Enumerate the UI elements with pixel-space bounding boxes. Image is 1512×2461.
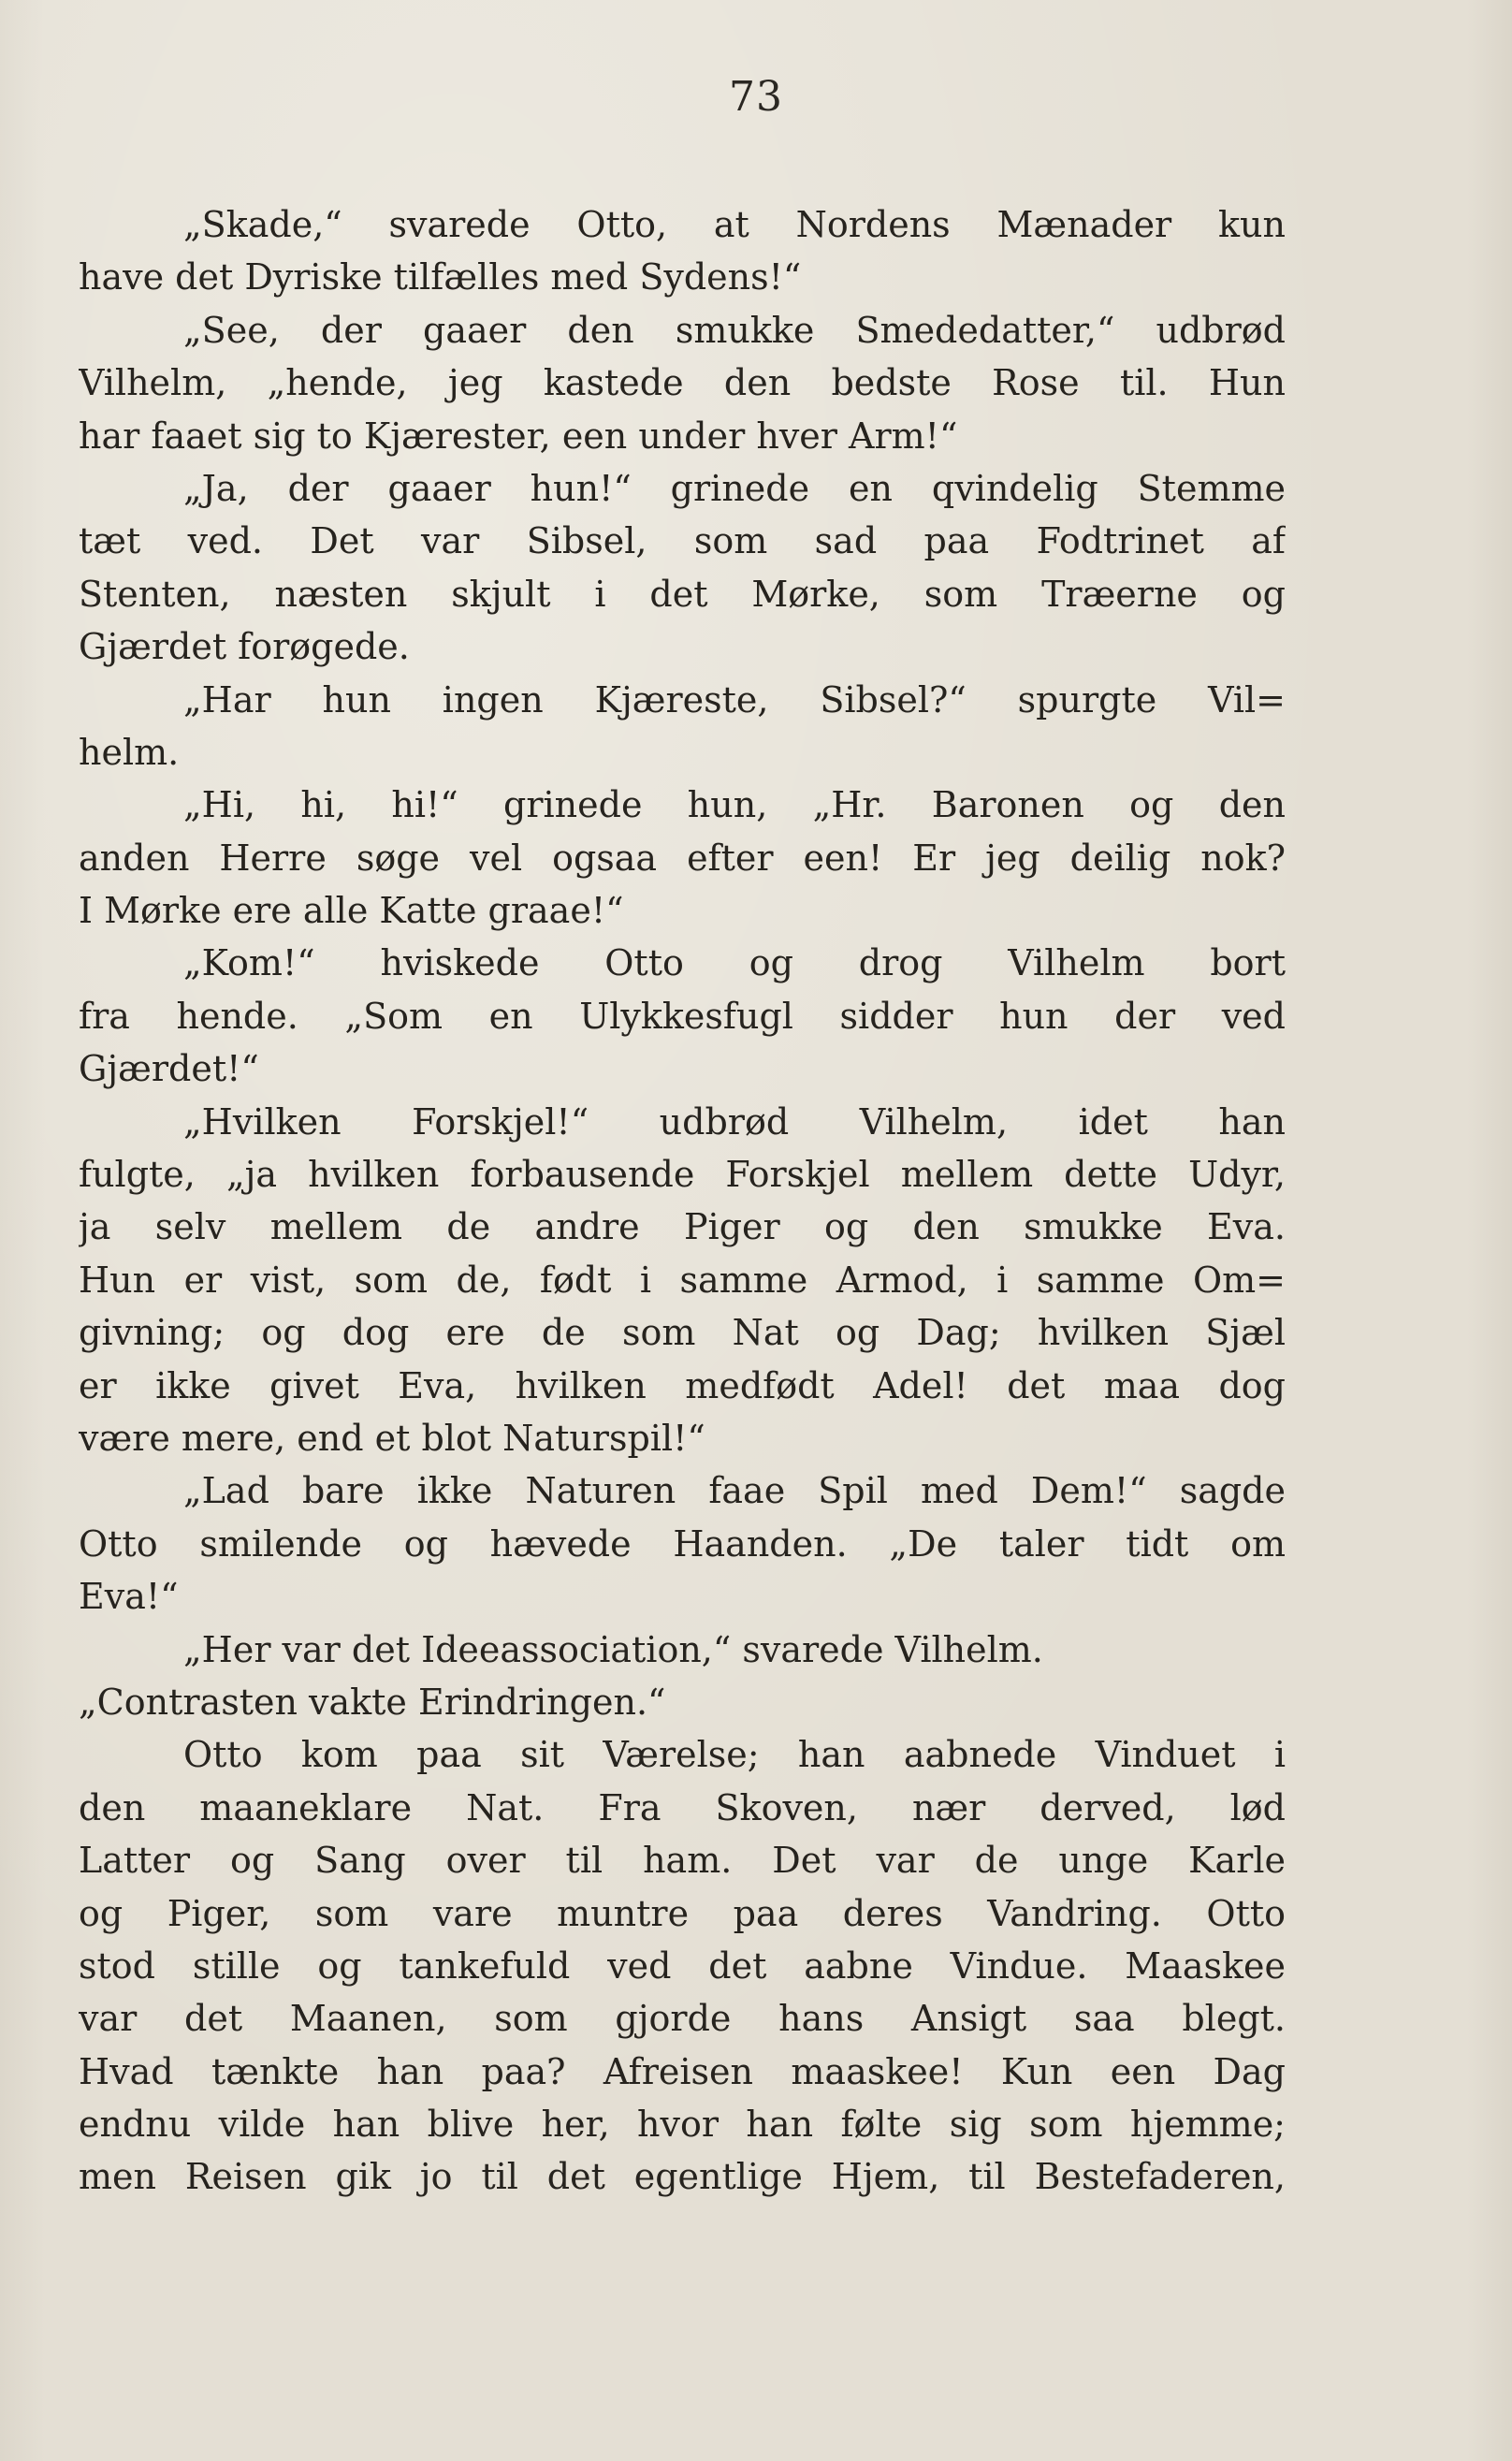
text-line: „See, der gaaer den smukke Smededatter,“ udbrød [183, 309, 1286, 351]
text-line: Eva!“ [79, 1576, 179, 1618]
text-line: har faaet sig to Kjærester, een under hver Arm!“ [79, 415, 958, 457]
text-line: er ikke givet Eva, hvilken medfødt Adel! det maa dog [79, 1364, 1286, 1406]
text-line: Gjærdet forøgede. [79, 626, 410, 668]
text-line: anden Herre søge vel ogsaa efter een! Er jeg deilig nok? [79, 837, 1286, 879]
text-line: „Hvilken Forskjel!“ udbrød Vilhelm, idet han [183, 1100, 1286, 1143]
text-line: fulgte, „ja hvilken forbausende Forskjel mellem dette Udyr, [79, 1154, 1286, 1196]
text-line: Latter og Sang over til ham. Det var de unge Karle [79, 1840, 1286, 1882]
text-line: og Piger, som vare muntre paa deres Vandring. Otto [79, 1892, 1286, 1934]
text-line: „Her var det Ideeassociation,“ svarede Vilhelm. [183, 1628, 1043, 1670]
text-line: „Contrasten vakte Erindringen.“ [79, 1681, 666, 1723]
text-line: Hun er vist, som de, født i samme Armod, i samme Om= [79, 1259, 1286, 1301]
text-line: I Mørke ere alle Katte graae!“ [79, 890, 624, 932]
text-line: endnu vilde han blive her, hvor han følte sig som hjemme; [79, 2104, 1286, 2146]
text-line: var det Maanen, som gjorde hans Ansigt saa blegt. [79, 1998, 1286, 2040]
text-line: „Lad bare ikke Naturen faae Spil med Dem!“ sagde [183, 1470, 1286, 1512]
text-line: være mere, end et blot Naturspil!“ [79, 1417, 705, 1459]
text-line: givning; og dog ere de som Nat og Dag; hvilken Sjæl [79, 1312, 1286, 1354]
text-line: „Skade,“ svarede Otto, at Nordens Mænader kun [183, 204, 1286, 245]
text-line: Gjærdet!“ [79, 1048, 259, 1090]
text-line: men Reisen gik jo til det egentlige Hjem, til Bestefaderen, [79, 2156, 1286, 2198]
body-text [79, 198, 1286, 2204]
text-line: Stenten, næsten skjult i det Mørke, som Træerne og [79, 573, 1286, 615]
text-line: tæt ved. Det var Sibsel, som sad paa Fodtrinet af [79, 520, 1286, 562]
text-line: Hvad tænkte han paa? Afreisen maaskee! Kun een Dag [79, 2050, 1286, 2092]
page-number: 73 [729, 73, 783, 121]
text-line: ja selv mellem de andre Piger og den smukke Eva. [79, 1206, 1286, 1248]
text-line: „Ja, der gaaer hun!“ grinede en qvindelig Stemme [183, 467, 1286, 509]
text-line: Vilhelm, „hende, jeg kastede den bedste Rose til. Hun [79, 362, 1286, 404]
text-line: den maaneklare Nat. Fra Skoven, nær derved, lød [79, 1786, 1286, 1828]
text-line: helm. [79, 731, 180, 773]
text-line: Otto smilende og hævede Haanden. „De taler tidt om [79, 1522, 1286, 1565]
text-line: „Hi, hi, hi!“ grinede hun, „Hr. Baronen og den [183, 784, 1286, 826]
text-line: „Kom!“ hviskede Otto og drog Vilhelm bort [183, 942, 1286, 984]
text-line: „Har hun ingen Kjæreste, Sibsel?“ spurgte Vil= [183, 678, 1286, 721]
text-line: have det Dyriske tilfælles med Sydens!“ [79, 256, 802, 299]
text-line: stod stille og tankefuld ved det aabne Vindue. Maaskee [79, 1944, 1286, 1987]
text-line: Otto kom paa sit Værelse; han aabnede Vinduet i [183, 1734, 1286, 1776]
text-line: fra hende. „Som en Ulykkesfugl sidder hun der ved [79, 995, 1286, 1037]
